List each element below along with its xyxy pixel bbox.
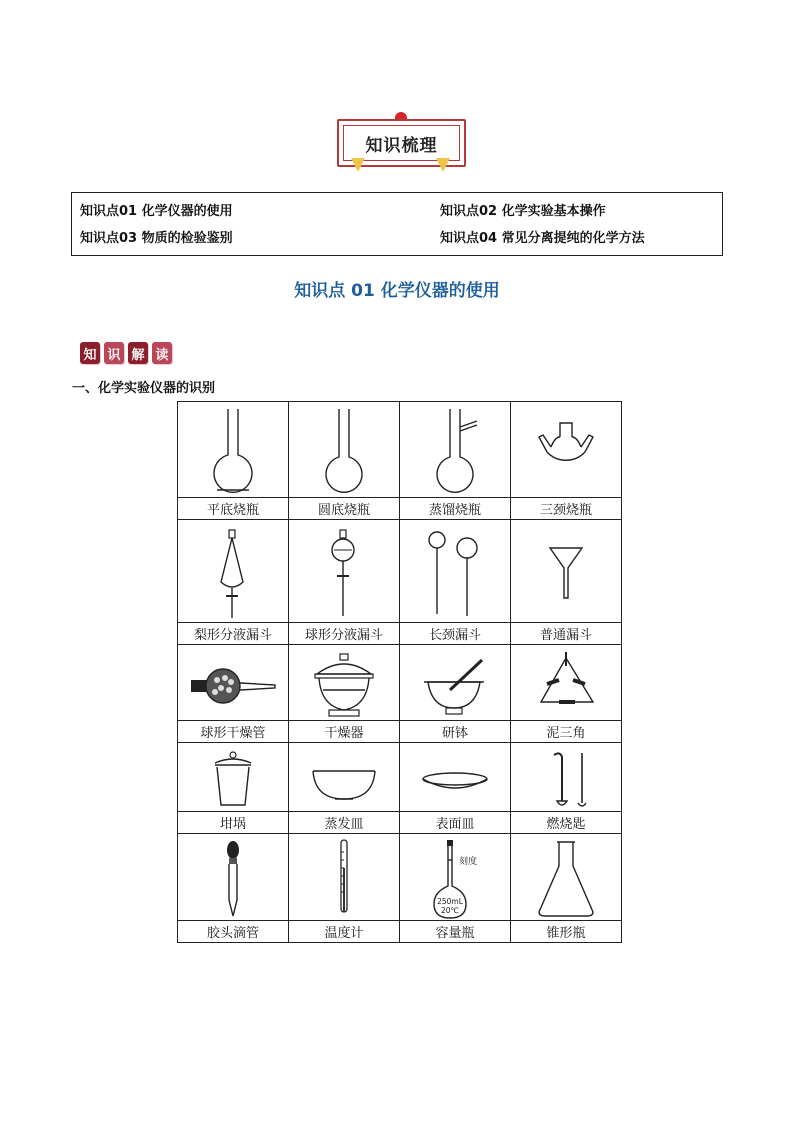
topic-item[interactable]: 知识点04 常见分离提纯的化学方法: [440, 231, 645, 246]
flask-volume-text: 250mL: [437, 897, 463, 906]
topic-item[interactable]: 知识点01 化学仪器的使用: [80, 204, 233, 219]
badge-char: 识: [104, 342, 124, 364]
knowledge-badges: [80, 342, 172, 364]
crucible-icon: [193, 749, 273, 811]
instrument-image-cell: [289, 520, 400, 623]
mortar-icon: [410, 650, 500, 720]
volumetric-flask-icon: [410, 838, 500, 920]
drying-tube-icon: [183, 650, 283, 720]
distilling-flask-icon: [415, 407, 495, 497]
section-title: 知识点 01 化学仪器的使用: [294, 281, 500, 301]
evaporating-dish-icon: [299, 749, 389, 811]
instrument-label: 泥三角: [511, 721, 622, 743]
thermometer-icon: [304, 838, 384, 920]
instrument-label: 表面皿: [400, 812, 511, 834]
instrument-image-cell: [511, 743, 622, 812]
instrument-label: 三颈烧瓶: [511, 498, 622, 520]
instrument-image-cell: [178, 645, 289, 721]
instrument-label: 研钵: [400, 721, 511, 743]
instrument-label: 平底烧瓶: [178, 498, 289, 520]
instrument-image-cell: [511, 402, 622, 498]
banner-title: 知识梳理: [343, 125, 460, 161]
instrument-image-cell: [289, 743, 400, 812]
topic-item[interactable]: 知识点03 物质的检验鉴别: [80, 231, 233, 246]
instrument-image-cell: [178, 520, 289, 623]
instrument-image-cell: [289, 834, 400, 921]
instrument-label: 胶头滴管: [178, 921, 289, 943]
long-neck-funnel-icon: [415, 526, 495, 622]
topic-item[interactable]: 知识点02 化学实验基本操作: [440, 204, 606, 219]
globe-separatory-funnel-icon: [304, 526, 384, 622]
instrument-image-cell: [178, 834, 289, 921]
desiccator-icon: [299, 650, 389, 720]
erlenmeyer-flask-icon: [521, 838, 611, 920]
pear-separatory-funnel-icon: [193, 526, 273, 622]
instrument-image-cell: [178, 402, 289, 498]
instrument-image-cell: [400, 743, 511, 812]
section-banner: [337, 112, 466, 172]
instrument-image-cell: [511, 645, 622, 721]
instrument-image-cell: [400, 834, 511, 921]
instrument-image-cell: [178, 743, 289, 812]
instrument-image-cell: [289, 402, 400, 498]
instrument-label: 蒸发皿: [289, 812, 400, 834]
flat-bottom-flask-icon: [193, 407, 273, 497]
instrument-label: 蒸馏烧瓶: [400, 498, 511, 520]
dropper-icon: [193, 838, 273, 920]
flask-temp-text: 20℃: [441, 906, 459, 915]
badge-char: 知: [80, 342, 100, 364]
combustion-spoon-icon: [526, 749, 606, 811]
instrument-label: 球形干燥管: [178, 721, 289, 743]
instrument-label: 长颈漏斗: [400, 623, 511, 645]
badge-char: 读: [152, 342, 172, 364]
three-neck-flask-icon: [521, 407, 611, 497]
instrument-label: 温度计: [289, 921, 400, 943]
ribbon-icon: [351, 158, 365, 172]
flask-mark-text: 刻度: [459, 857, 478, 867]
topic-list: [71, 192, 723, 256]
instrument-image-cell: [511, 834, 622, 921]
instrument-label: 圆底烧瓶: [289, 498, 400, 520]
instrument-image-cell: [289, 645, 400, 721]
instrument-label: 干燥器: [289, 721, 400, 743]
instrument-image-cell: [400, 520, 511, 623]
instrument-label: 普通漏斗: [511, 623, 622, 645]
funnel-icon: [526, 526, 606, 622]
subheading: 一、化学实验仪器的识别: [72, 381, 216, 396]
instrument-label: 燃烧匙: [511, 812, 622, 834]
instrument-label: 球形分液漏斗: [289, 623, 400, 645]
watch-glass-icon: [410, 749, 500, 811]
round-bottom-flask-icon: [304, 407, 384, 497]
instrument-label: 梨形分液漏斗: [178, 623, 289, 645]
instrument-image-cell: [400, 645, 511, 721]
instrument-label: 锥形瓶: [511, 921, 622, 943]
clay-triangle-icon: [521, 650, 611, 720]
ribbon-icon: [436, 158, 450, 172]
instrument-image-cell: [400, 402, 511, 498]
instrument-image-cell: [511, 520, 622, 623]
badge-char: 解: [128, 342, 148, 364]
instrument-table: [177, 401, 622, 943]
instrument-label: 坩埚: [178, 812, 289, 834]
instrument-label: 容量瓶: [400, 921, 511, 943]
